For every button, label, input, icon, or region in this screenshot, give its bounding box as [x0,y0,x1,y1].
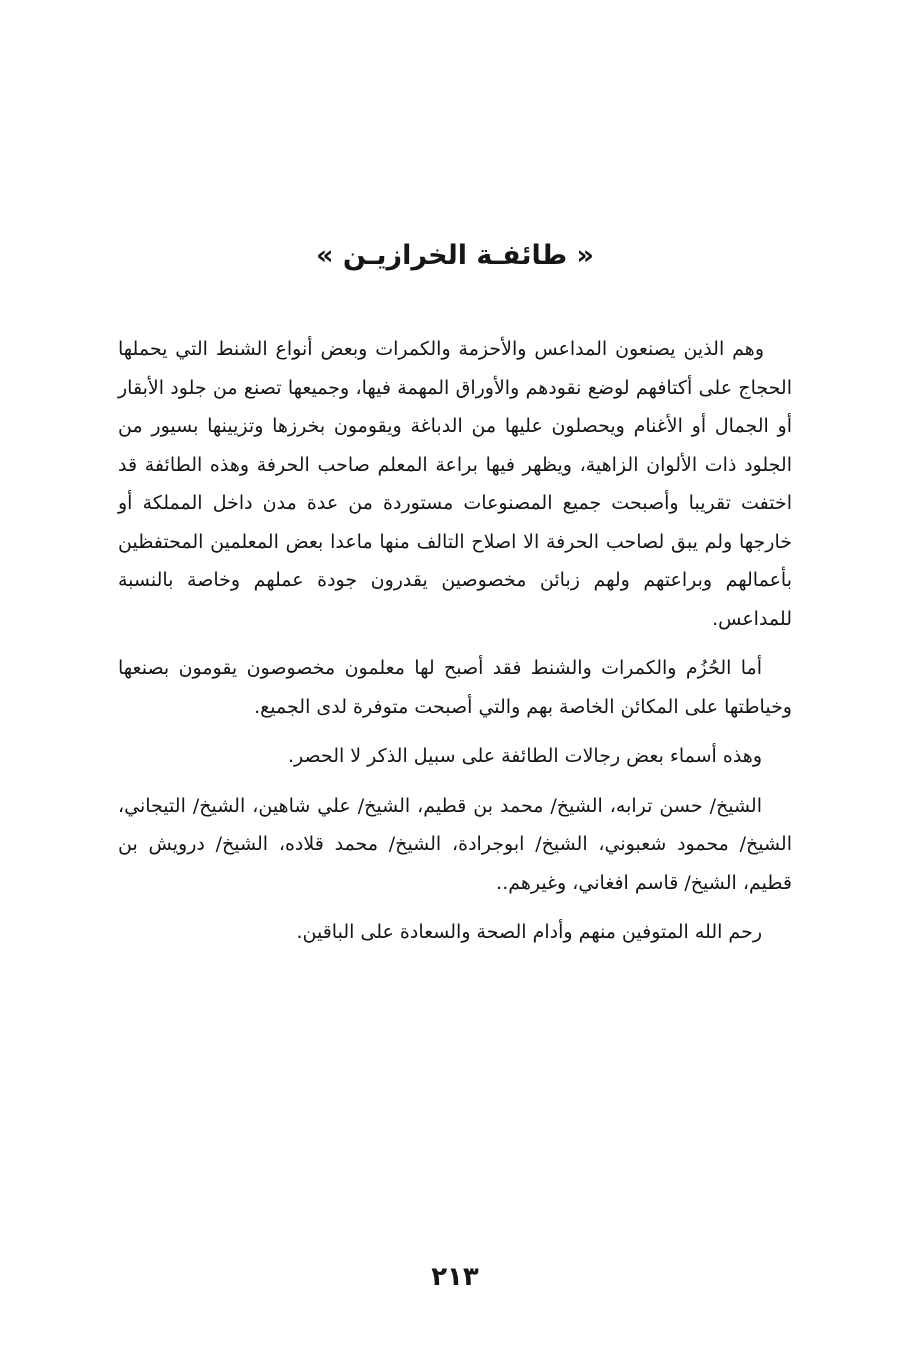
paragraph-intro: وهم الذين يصنعون المداعس والأحزمة والكمرات وبعض أنواع الشنط التي يحملها الحجاج على أكتافهم لوضع نقودهم والأوراق المهمة فيها، وجميعها تصنع من جلود الأبقار أو الجمال أو الأغنام ويحصلون عليها من الدباغة ويقومون بخرزها وتزيينها بسيور من الجلود ذات الألوان الزاهية، ويظهر فيها براعة المعلم صاحب الحرفة وهذه الطائفة قد اختفت تقريبا وأصبحت جميع المصنوعات مستوردة من عدة مدن داخل المملكة أو خارجها ولم يبق لصاحب الحرفة الا اصلاح التالف منها ماعدا بعض المعلمين المحتفظين بأعمالهم وبراعتهم ولهم زبائن مخصوصين يقدرون جودة عملهم وخاصة بالنسبة للمداعس. [118,338,792,630]
paragraph-closing: رحم الله المتوفين منهم وأدام الصحة والسعادة على الباقين. [296,921,762,943]
paragraph-names-intro: وهذه أسماء بعض رجالات الطائفة على سبيل الذكر لا الحصر. [287,745,762,767]
paragraph-belts: أما الحُزُم والكمرات والشنط فقد أصبح لها معلمون مخصوصون يقومون بصنعها وخياطتها على المكائن الخاصة بهم والتي أصبحت متوفرة لدى الجميع. [118,657,792,718]
chapter-title: « طائفـة الخرازيـن » [316,240,594,271]
paragraph-names-list: الشيخ/ حسن ترابه، الشيخ/ محمد بن قطيم، الشيخ/ علي شاهين، الشيخ/ التيجاني، الشيخ/ محمود شعبوني، الشيخ/ ابوجرادة، الشيخ/ محمد قلاده، الشيخ/ درويش بن قطيم، الشيخ/ قاسم افغاني، وغيرهم.. [118,794,792,894]
body-text [118,330,792,963]
page-number: ٢١٣ [431,1262,479,1292]
